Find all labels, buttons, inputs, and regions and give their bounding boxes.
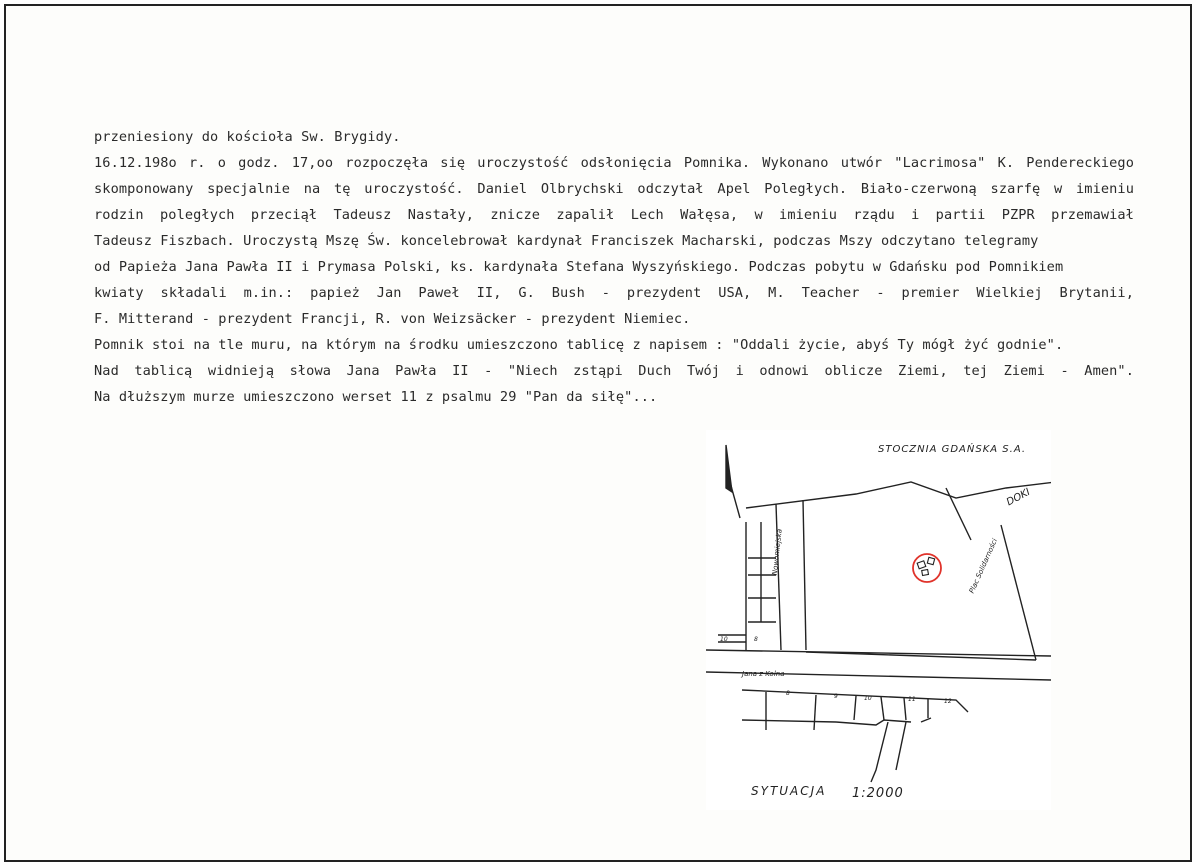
site-plan-map bbox=[706, 430, 1051, 810]
plot-number: 8 bbox=[786, 690, 790, 697]
plot-number: 10 bbox=[720, 636, 728, 643]
document-page bbox=[4, 4, 1192, 862]
plot-number: 9 bbox=[834, 693, 838, 700]
text-line: Tadeusz Fiszbach. Uroczystą Mszę Św. koncelebrował kardynał Franciszek Macharski, podczas Mszy odczytano telegramy bbox=[94, 233, 1039, 249]
street-plac-solidarnosci-label: Plac Solidarności bbox=[967, 537, 1000, 595]
text-line: Na dłuższym murze umieszczono werset 11 z psalmu 29 "Pan da siłę"... bbox=[94, 389, 658, 405]
text-line: 16.12.198o r. o godz. 17,oo rozpoczęła się uroczystość odsłonięcia Pomnika. Wykonano utwór "Lacrimosa" K. Pendereckiego bbox=[94, 155, 1134, 171]
street-jana-z-kolna-label: Jana z Kolna bbox=[742, 670, 785, 678]
text-line: Pomnik stoi na tle muru, na którym na środku umieszczono tablicę z napisem : "Oddali życie, abyś Ty mógł żyć godnie". bbox=[94, 337, 1064, 353]
text-line: skomponowany specjalnie na tę uroczystość. Daniel Olbrychski odczytał Apel Poległych. Biało-czerwoną szarfę w imieniu bbox=[94, 181, 1134, 197]
site-plan-drawing bbox=[706, 430, 1051, 810]
docks-label: DOKI bbox=[1004, 486, 1033, 509]
shipyard-label: STOCZNIA GDAŃSKA S.A. bbox=[878, 444, 1027, 455]
text-line: Nad tablicą widnieją słowa Jana Pawła II - "Niech zstąpi Duch Twój i odnowi oblicze Ziemi, tej Ziemi - Amen". bbox=[94, 363, 1134, 379]
plot-number: 12 bbox=[944, 698, 952, 705]
map-caption: SYTUACJA bbox=[751, 784, 827, 798]
text-line: rodzin poległych przeciął Tadeusz Nastały, znicze zapalił Lech Wałęsa, w imieniu rządu i partii PZPR przemawiał bbox=[94, 207, 1134, 223]
document-text bbox=[94, 124, 1134, 410]
plot-number: 11 bbox=[908, 696, 916, 703]
plot-number: 8 bbox=[754, 636, 758, 643]
monument-marker-icon bbox=[913, 554, 941, 582]
text-line: kwiaty składali m.in.: papież Jan Paweł II, G. Bush - prezydent USA, M. Teacher - premier Wielkiej Brytanii, bbox=[94, 285, 1134, 301]
text-line: F. Mitterand - prezydent Francji, R. von Weizsäcker - prezydent Niemiec. bbox=[94, 311, 691, 327]
map-scale: 1:2000 bbox=[852, 786, 904, 801]
plot-number: 10 bbox=[864, 695, 872, 702]
street-nowomiejska-label: Nowomiejska bbox=[770, 528, 784, 576]
text-line: od Papieża Jana Pawła II i Prymasa Polski, ks. kardynała Stefana Wyszyńskiego. Podczas pobytu w Gdańsku pod Pomnikiem bbox=[94, 259, 1064, 275]
text-line: przeniesiony do kościoła Sw. Brygidy. bbox=[94, 129, 401, 145]
